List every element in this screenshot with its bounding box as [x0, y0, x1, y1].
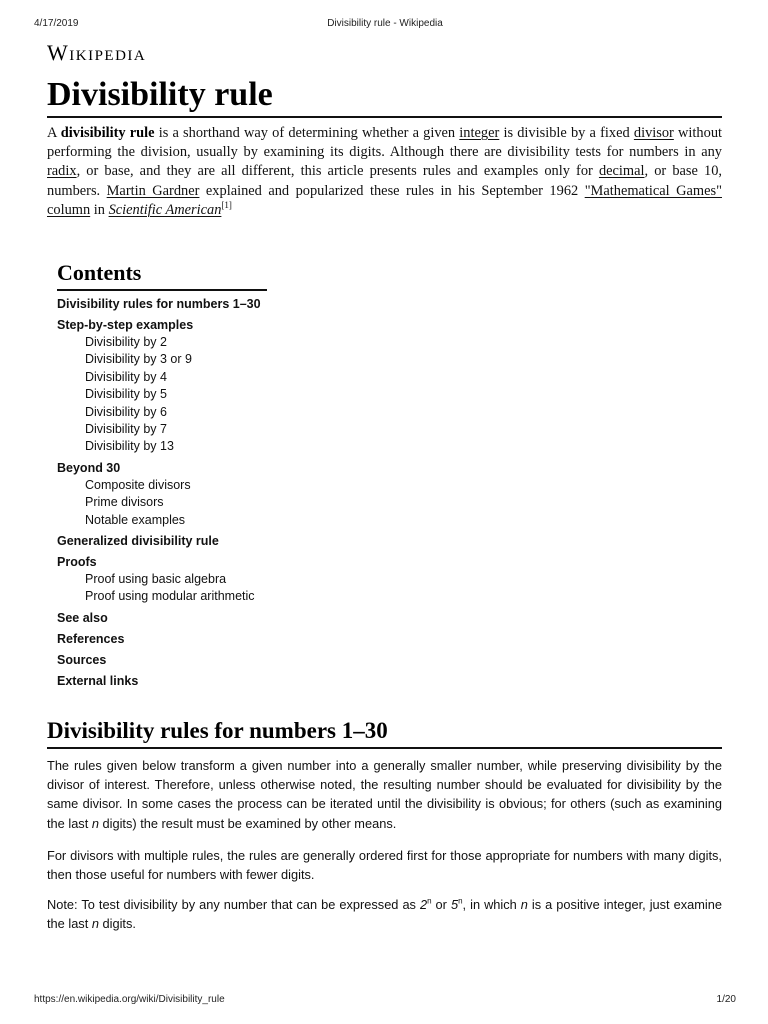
para-text: The rules given below transform a given number into a generally smaller number, while preserving divisibility by the divisor of interest. Therefore, unless otherwise noted, the resulting number should be evaluated for divisibility by the same divisor. In some cases the process can be iterated until the divisibility is obvious; for others (such as examining the last [47, 758, 722, 831]
section-heading-rules-1-30: Divisibility rules for numbers 1–30 [47, 716, 722, 749]
para-text: Note: To test divisibility by any number that can be expressed as [47, 897, 420, 912]
lead-term-bold: divisibility rule [60, 125, 155, 141]
toc-item-external-links[interactable]: External links [57, 673, 139, 688]
toc-subitem-divisibility-by-7[interactable]: Divisibility by 7 [85, 421, 167, 436]
para-text: or [431, 897, 451, 912]
variable-n: n [91, 815, 99, 831]
lead-paragraph [47, 124, 722, 220]
variable-n: n [91, 916, 99, 932]
toc-title: Contents [57, 260, 267, 291]
lead-text: is a shorthand way of determining whether a given [154, 125, 460, 141]
link-decimal[interactable]: decimal [598, 163, 645, 180]
exponent-n: n [427, 896, 432, 906]
toc-item-sources[interactable]: Sources [57, 652, 107, 667]
variable-n: n [520, 897, 528, 912]
para-text: digits. [98, 916, 136, 932]
lead-text: A [47, 125, 61, 141]
lead-text: , or base 10, numbers. [47, 163, 722, 199]
toc-item-see-also[interactable]: See also [57, 610, 108, 625]
toc-item-divisibility-rules-for-numbers-1-30[interactable]: Divisibility rules for numbers 1–30 [57, 297, 261, 311]
print-header [34, 18, 736, 32]
toc-subitem-composite-divisors[interactable]: Composite divisors [85, 477, 191, 492]
print-date: 4/17/2019 [34, 18, 79, 29]
lead-text: without performing the division, usually by examining its digits. Although there are divisibility tests for numbers in any [47, 125, 723, 161]
toc-list [57, 296, 277, 690]
toc-subitem-divisibility-by-2[interactable]: Divisibility by 2 [85, 335, 167, 349]
power-base-2: 2 [419, 897, 428, 912]
exponent-n: n [458, 896, 463, 906]
link-scientific-american[interactable]: Scientific American [108, 201, 222, 218]
toc-item-proofs[interactable]: Proofs [57, 554, 97, 569]
lead-text: , or base, and they are all different, this article presents rules and examples only for [76, 163, 599, 180]
toc-subitem-divisibility-by-5[interactable]: Divisibility by 5 [85, 387, 167, 402]
para-text: digits) the result must be examined by other means. [98, 815, 397, 831]
section-paragraph-3 [47, 895, 722, 933]
link-divisor[interactable]: divisor [633, 125, 674, 141]
toc-subitem-prime-divisors[interactable]: Prime divisors [85, 495, 164, 510]
para-text: is a positive integer, just examine the last [47, 897, 722, 932]
print-footer [34, 994, 736, 1008]
wikipedia-wordmark[interactable]: Wikipedia [47, 40, 147, 65]
article-title: Divisibility rule [47, 74, 722, 118]
toc-item-beyond-30[interactable]: Beyond 30 [57, 460, 121, 475]
print-page-number: 1/20 [716, 994, 736, 1005]
toc-subitem-proof-using-basic-algebra[interactable]: Proof using basic algebra [85, 571, 227, 586]
section-paragraph-2: For divisors with multiple rules, the rules are generally ordered first for those appropriate for numbers with many digits, then those useful for numbers with fewer digits. [47, 848, 722, 883]
toc-subitem-divisibility-by-4[interactable]: Divisibility by 4 [85, 369, 167, 384]
link-mathematical-games[interactable]: "Mathematical Games" column [47, 182, 722, 218]
lead-text: explained and popularized these rules in his September 1962 [199, 182, 585, 199]
link-martin-gardner[interactable]: Martin Gardner [106, 182, 200, 199]
toc-item-generalized-divisibility-rule[interactable]: Generalized divisibility rule [57, 533, 219, 548]
section-paragraph-1 [47, 756, 722, 833]
toc-subitem-divisibility-by-6[interactable]: Divisibility by 6 [85, 404, 167, 419]
power-base-5: 5 [450, 897, 459, 912]
toc-subitem-divisibility-by-3-or-9[interactable]: Divisibility by 3 or 9 [85, 352, 192, 367]
toc-item-step-by-step-examples[interactable]: Step-by-step examples [57, 318, 194, 332]
print-url: https://en.wikipedia.org/wiki/Divisibility_rule [34, 994, 225, 1005]
toc-subitem-notable-examples[interactable]: Notable examples [85, 512, 186, 527]
toc-item-references[interactable]: References [57, 631, 125, 646]
footnote-ref-1[interactable]: [1] [221, 200, 232, 211]
table-of-contents [57, 260, 277, 690]
para-text: , in which [462, 897, 521, 912]
link-integer[interactable]: integer [459, 125, 500, 141]
toc-subitem-divisibility-by-13[interactable]: Divisibility by 13 [85, 439, 174, 454]
link-radix[interactable]: radix [47, 163, 77, 180]
toc-subitem-proof-using-modular-arithmetic[interactable]: Proof using modular arithmetic [85, 589, 255, 604]
print-page-title: Divisibility rule - Wikipedia [327, 18, 443, 29]
lead-text: in [90, 201, 109, 218]
lead-text: is divisible by a fixed [499, 125, 634, 141]
